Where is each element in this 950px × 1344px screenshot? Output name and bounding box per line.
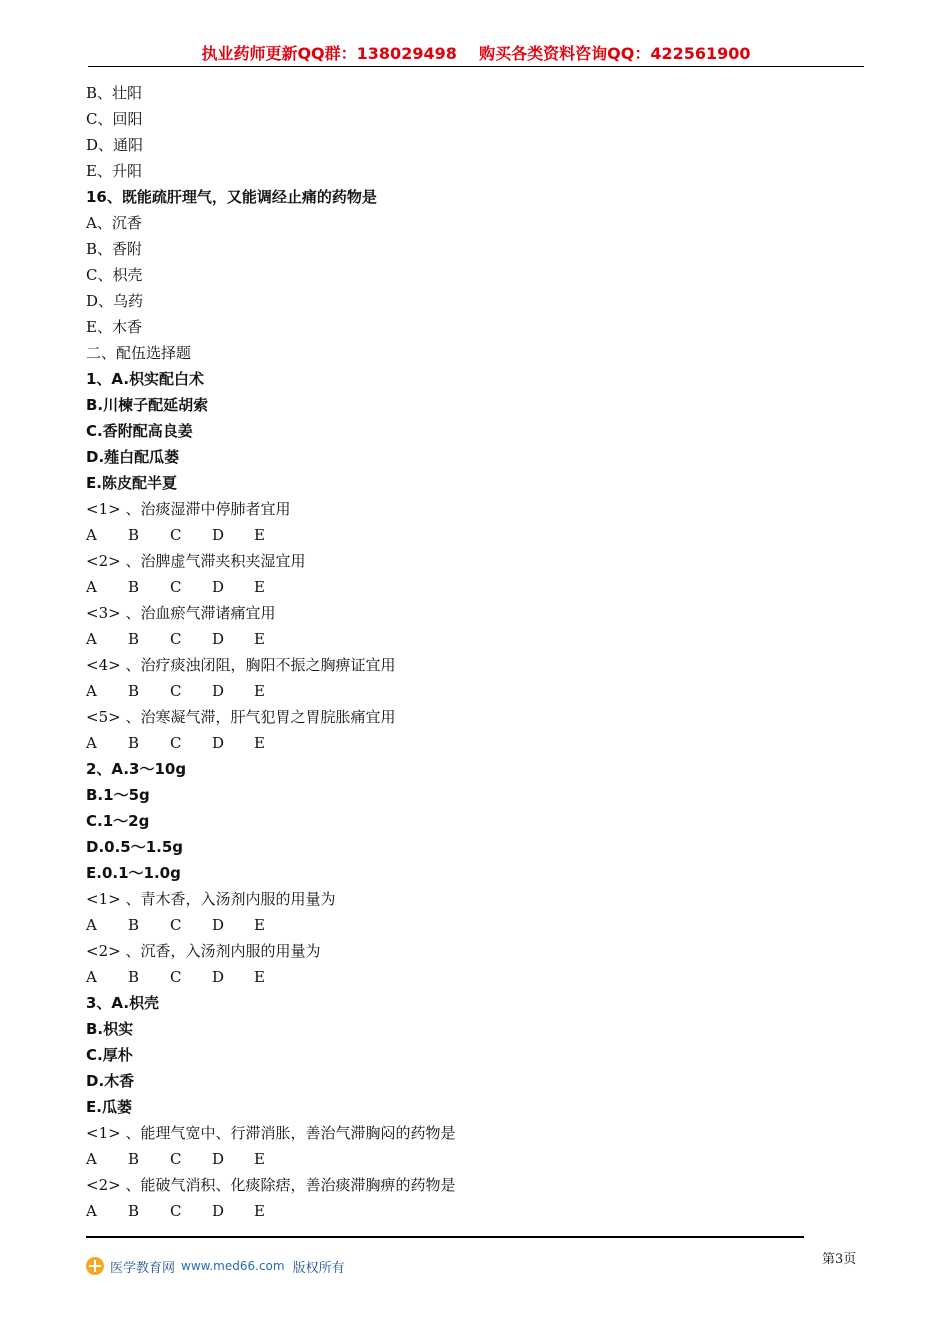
answer-options (86, 1198, 866, 1224)
text-line: E、升阳 (86, 162, 142, 180)
footer-logo-text: 医学教育网 (110, 1260, 176, 1276)
answer-options (86, 522, 866, 548)
option-letter: B (128, 682, 140, 700)
option-letter: A (86, 734, 97, 752)
text-line: <4> 、治疗痰浊闭阻，胸阳不振之胸痹证宜用 (86, 656, 396, 674)
question-line: 3、A.枳壳 (86, 994, 160, 1012)
option-letter: E (254, 1202, 265, 1220)
answer-options (86, 912, 866, 938)
option-letter: A (86, 682, 97, 700)
option-letter: E (254, 526, 265, 544)
option-letter: E (254, 682, 265, 700)
text-line: D、通阳 (86, 136, 144, 154)
option-letter: C (170, 526, 182, 544)
option-letter: E (254, 630, 265, 648)
option-letter: A (86, 1202, 97, 1220)
option-letter: D (212, 630, 225, 648)
option-letter: A (86, 968, 97, 986)
footer-logo (86, 1256, 345, 1276)
text-line: <2> 、沉香，入汤剂内服的用量为 (86, 942, 321, 960)
question-line: C.香附配高良姜 (86, 422, 193, 440)
text-line: B、壮阳 (86, 84, 143, 102)
text-line: <5> 、治寒凝气滞，肝气犯胃之胃脘胀痛宜用 (86, 708, 396, 726)
question-line: E.瓜蒌 (86, 1098, 132, 1116)
option-letter: A (86, 526, 97, 544)
text-line: <2> 、治脾虚气滞夹积夹湿宜用 (86, 552, 306, 570)
option-letter: B (128, 578, 140, 596)
option-letter: D (212, 968, 225, 986)
option-letter: A (86, 916, 97, 934)
question-line: E.陈皮配半夏 (86, 474, 177, 492)
text-line: C、枳壳 (86, 266, 143, 284)
answer-options (86, 678, 866, 704)
question-line: D.薤白配瓜蒌 (86, 448, 180, 466)
question-line: B.枳实 (86, 1020, 134, 1038)
option-letter: E (254, 916, 265, 934)
option-letter: B (128, 916, 140, 934)
text-line: <1> 、治痰湿滞中停肺者宜用 (86, 500, 291, 518)
option-letter: C (170, 968, 182, 986)
question-line: D.0.5～1.5g (86, 838, 184, 856)
text-line: <1> 、青木香，入汤剂内服的用量为 (86, 890, 336, 908)
option-letter: C (170, 1150, 182, 1168)
option-letter: C (170, 682, 182, 700)
question-line: 16、既能疏肝理气，又能调经止痛的药物是 (86, 188, 377, 206)
text-line: <1> 、能理气宽中、行滞消胀，善治气滞胸闷的药物是 (86, 1124, 456, 1142)
option-letter: C (170, 1202, 182, 1220)
text-line: A、沉香 (86, 214, 142, 232)
question-line: C.厚朴 (86, 1046, 133, 1064)
option-letter: B (128, 630, 140, 648)
option-letter: D (212, 916, 225, 934)
answer-options (86, 574, 866, 600)
option-letter: B (128, 1202, 140, 1220)
option-letter: D (212, 1202, 225, 1220)
text-line: E、木香 (86, 318, 142, 336)
question-line: 1、A.枳实配白术 (86, 370, 205, 388)
option-letter: B (128, 1150, 140, 1168)
option-letter: E (254, 968, 265, 986)
footer-divider (86, 1236, 804, 1238)
option-letter: C (170, 734, 182, 752)
text-line: B、香附 (86, 240, 143, 258)
text-line: 二、配伍选择题 (86, 344, 192, 362)
option-letter: E (254, 734, 265, 752)
page-number: 第3页 (822, 1252, 857, 1267)
option-letter: D (212, 1150, 225, 1168)
text-line: C、回阳 (86, 110, 143, 128)
option-letter: E (254, 578, 265, 596)
option-letter: D (212, 682, 225, 700)
option-letter: C (170, 630, 182, 648)
answer-options (86, 964, 866, 990)
footer-site: www.med66.com (181, 1259, 285, 1273)
question-line: B.1～5g (86, 786, 150, 804)
text-line: <3> 、治血瘀气滞诸痛宜用 (86, 604, 276, 622)
option-letter: B (128, 734, 140, 752)
option-letter: B (128, 968, 140, 986)
answer-options (86, 730, 866, 756)
text-line: D、乌药 (86, 292, 144, 310)
med66-logo-icon (86, 1257, 104, 1275)
question-line: C.1～2g (86, 812, 150, 830)
option-letter: C (170, 916, 182, 934)
option-letter: B (128, 526, 140, 544)
document-body (86, 80, 866, 1224)
option-letter: E (254, 1150, 265, 1168)
question-line: 2、A.3～10g (86, 760, 187, 778)
answer-options (86, 1146, 866, 1172)
question-line: B.川楝子配延胡索 (86, 396, 209, 414)
option-letter: A (86, 578, 97, 596)
option-letter: D (212, 526, 225, 544)
answer-options (86, 626, 866, 652)
question-line: E.0.1～1.0g (86, 864, 181, 882)
page-header: 执业药师更新QQ群：138029498 购买各类资料咨询QQ：422561900 (88, 44, 864, 67)
footer-rights: 版权所有 (292, 1260, 345, 1276)
option-letter: A (86, 630, 97, 648)
option-letter: D (212, 578, 225, 596)
question-line: D.木香 (86, 1072, 135, 1090)
text-line: <2> 、能破气消积、化痰除痞，善治痰滞胸痹的药物是 (86, 1176, 456, 1194)
option-letter: C (170, 578, 182, 596)
option-letter: D (212, 734, 225, 752)
option-letter: A (86, 1150, 97, 1168)
